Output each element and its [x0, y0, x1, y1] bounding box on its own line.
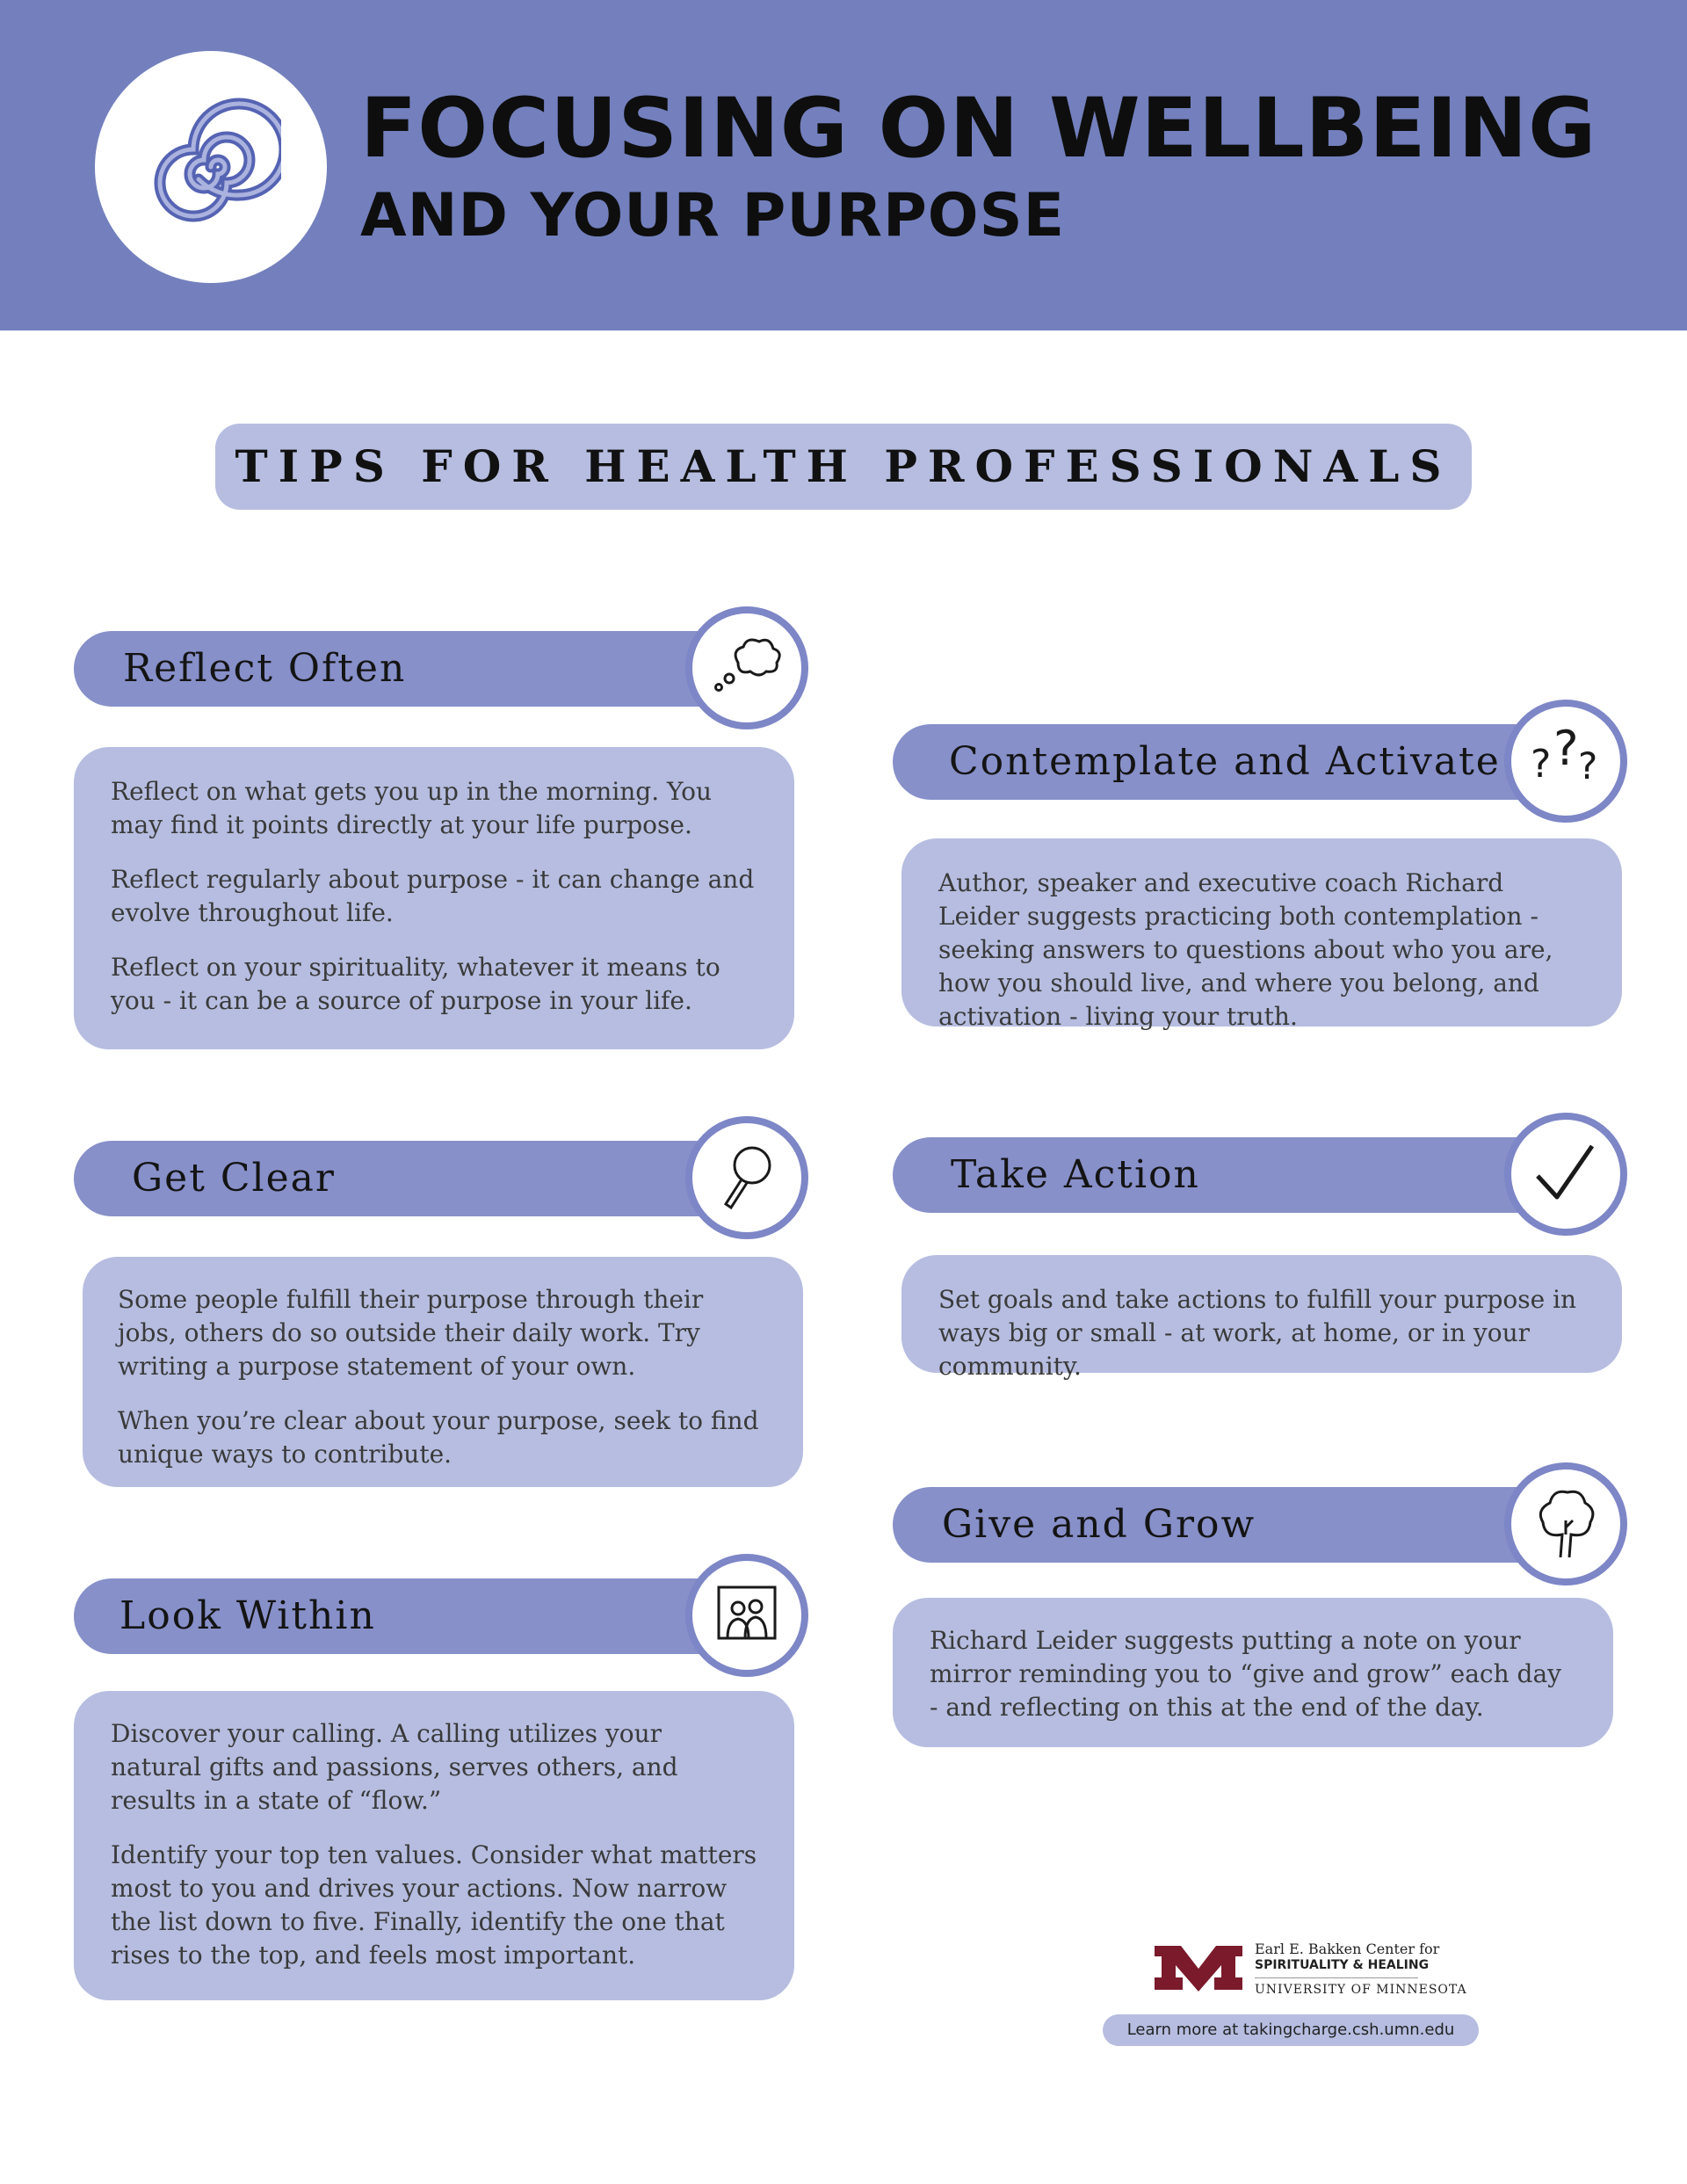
- section-paragraph: Identify your top ten values. Consider what matters most to you and drives your actions. Now narrow the list down to five. Finally, identify the one that rises to the top, and feels most important.: [111, 1840, 757, 1970]
- section-paragraph: Reflect on your spirituality, whatever it means to you - it can be a source of purpose in your life.: [111, 953, 720, 1015]
- section-paragraph: Set goals and take actions to fulfill your purpose in ways big or small - at work, at home, or in your community.: [938, 1285, 1577, 1381]
- footer-org-name: Earl E. Bakken Center for: [1255, 1941, 1440, 1957]
- svg-text:?: ?: [1531, 742, 1552, 787]
- section-title-look-within: Look Within: [119, 1593, 376, 1638]
- section-card-give-grow: [893, 1598, 1613, 1747]
- section-title-reflect-often: Reflect Often: [123, 646, 407, 691]
- checkmark-icon: [1504, 1113, 1627, 1236]
- question-marks-icon: [1504, 700, 1627, 823]
- header-banner: [0, 0, 1687, 330]
- university-m-logo: [1151, 1939, 1246, 1995]
- footer-university: UNIVERSITY OF MINNESOTA: [1255, 1983, 1467, 1997]
- section-card-take-action: [901, 1255, 1622, 1381]
- section-card-reflect-often: [74, 747, 794, 1049]
- footer-org-center: SPIRITUALITY & HEALING: [1255, 1958, 1430, 1972]
- section-title-take-action: Take Action: [951, 1152, 1200, 1197]
- mirror-people-icon: [685, 1554, 808, 1677]
- learn-more-link[interactable]: Learn more at takingcharge.csh.umn.edu: [1103, 2014, 1479, 2046]
- svg-text:?: ?: [1553, 721, 1579, 776]
- section-paragraph: Some people fulfill their purpose through their jobs, others do so outside their daily work. Try writing a purpose statement of your own.: [118, 1285, 704, 1381]
- thought-bubble-icon: [685, 606, 808, 729]
- footer-divider: [1255, 1977, 1418, 1978]
- page-title: FOCUSING ON WELLBEING: [360, 81, 1597, 177]
- section-paragraph: Author, speaker and executive coach Richard Leider suggests practicing both contemplation - seeking answers to questions about who you are, how you should live, and where you belong, and activation - living your truth.: [938, 868, 1553, 1031]
- logo: [95, 51, 327, 283]
- section-heading: TIPS FOR HEALTH PROFESSIONALS: [235, 440, 1452, 492]
- section-paragraph: Richard Leider suggests putting a note on your mirror reminding you to “give and grow” each day - and reflecting on this at the end of the day.: [930, 1626, 1561, 1722]
- section-card-contemplate: [901, 838, 1622, 1031]
- svg-text:?: ?: [1578, 744, 1598, 787]
- section-title-get-clear: Get Clear: [132, 1156, 336, 1201]
- section-heading-pill: [215, 424, 1472, 510]
- page-subtitle: AND YOUR PURPOSE: [360, 181, 1066, 250]
- section-card-look-within: [74, 1691, 794, 2000]
- tree-icon: [1504, 1462, 1627, 1585]
- section-paragraph: When you’re clear about your purpose, seek to find unique ways to contribute.: [118, 1406, 759, 1469]
- spiral-icon: [141, 97, 281, 237]
- section-paragraph: Discover your calling. A calling utilizes your natural gifts and passions, serves others, and results in a state of “flow.”: [111, 1719, 678, 1815]
- section-paragraph: Reflect regularly about purpose - it can change and evolve throughout life.: [111, 865, 755, 927]
- section-title-give-grow: Give and Grow: [942, 1502, 1256, 1547]
- section-card-get-clear: [83, 1257, 803, 1487]
- magnifying-glass-icon: [685, 1116, 808, 1239]
- section-paragraph: Reflect on what gets you up in the morning. You may find it points directly at your life purpose.: [111, 777, 712, 839]
- section-title-contemplate: Contemplate and Activate: [949, 739, 1501, 784]
